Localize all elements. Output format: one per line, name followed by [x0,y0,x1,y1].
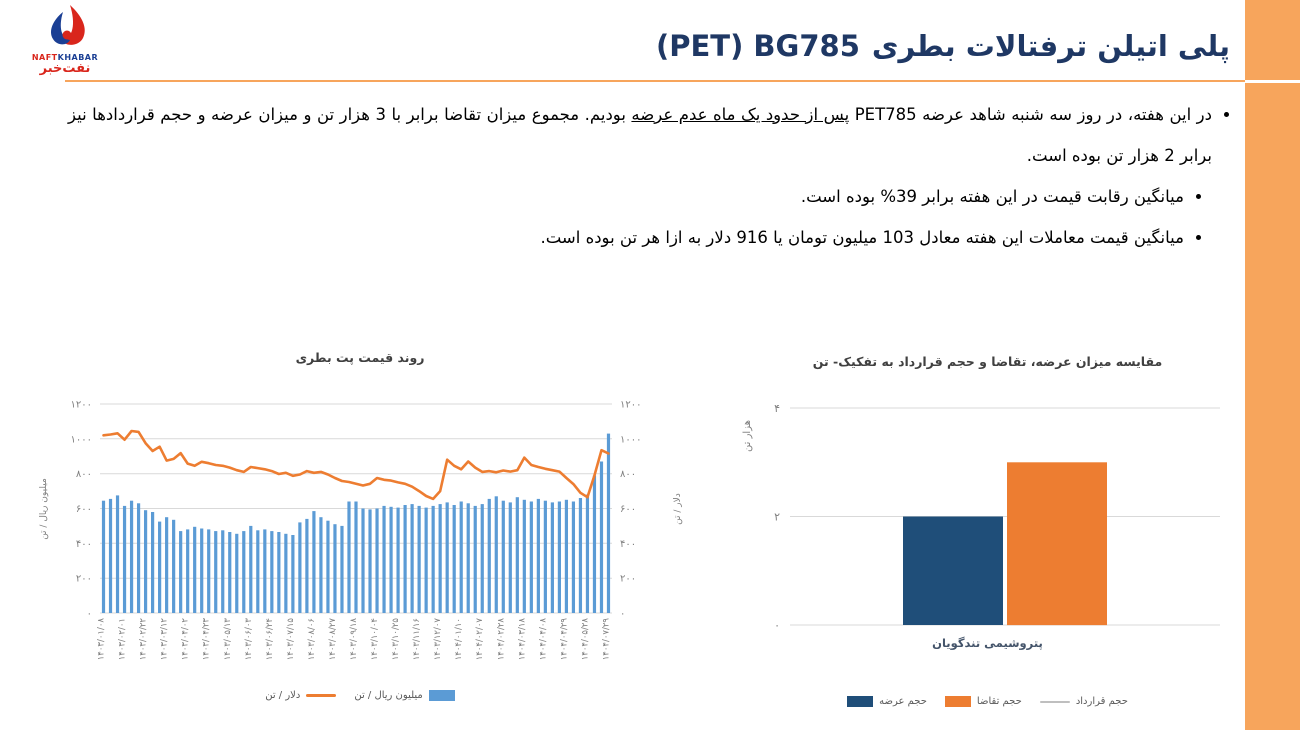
svg-text:۴: ۴ [774,402,780,415]
supply-bar-swatch [847,696,873,707]
svg-text:۱۴۰۳/۰۴/۲۳: ۱۴۰۳/۰۴/۲۳ [201,618,212,661]
svg-text:۱۲۰۰: ۱۲۰۰ [620,399,642,411]
svg-text:۱۴۰۳/۱۲/۰۷: ۱۴۰۳/۱۲/۰۷ [433,618,444,661]
bullet1-underlined-text: پس از حدود یک ماه عدم عرضه [631,105,850,124]
price-trend-chart [30,348,690,726]
demand-bar-swatch [945,696,971,707]
naftkhabar-logo [22,4,108,82]
summary-bullets [68,94,1230,258]
legend-item-dollar [265,690,336,701]
svg-text:۲۰۰: ۲۰۰ [75,573,92,585]
svg-text:۲: ۲ [774,510,780,524]
svg-text:۱۴۰۴/۰۳/۱۸: ۱۴۰۴/۰۳/۱۸ [517,618,528,661]
svg-text:۱۴۰۴/۰۵/۲۸: ۱۴۰۴/۰۵/۲۸ [580,618,591,661]
logo-brand-naft: NAFT [31,53,58,62]
legend-item-rial [354,690,454,701]
svg-text:۸۰۰: ۸۰۰ [75,469,92,481]
svg-text:۱۴۰۴/۰۱/۱۰: ۱۴۰۴/۰۱/۱۰ [454,618,465,661]
svg-text:۱۴۰۳/۰۲/۰۱: ۱۴۰۳/۰۲/۰۱ [117,618,128,661]
logo-brand-khabar: KHABAR [57,53,99,62]
svg-text:۱۴۰۳/۱۱/۱۶: ۱۴۰۳/۱۱/۱۶ [412,618,423,661]
svg-text:۱۴۰۳/۱۰/۲۵: ۱۴۰۳/۱۰/۲۵ [391,618,402,661]
svg-text:۱۴۰۴/۰۲/۰۷: ۱۴۰۴/۰۲/۰۷ [475,618,486,661]
svg-text:۸۰۰: ۸۰۰ [620,469,637,481]
page-title-farsi: پلی اتیلن ترفتالات بطری [871,29,1230,63]
bullet3-text: میانگین قیمت معاملات این هفته معادل 103 میلیون تومان یا 916 دلار به ازا هر تن بوده است. [540,228,1184,247]
svg-text:۱۴۰۴/۰۲/۲۸: ۱۴۰۴/۰۲/۲۸ [496,618,507,661]
price-trend-title: روند قیمت پت بطری [295,350,425,365]
supply-demand-title: مقایسه میزان عرضه، تقاضا و حجم قرارداد به تفکیک- تن [812,354,1163,369]
legend-dollar-label: دلار / تن [265,690,301,701]
bullet1-text-rest: بودیم. مجموع میزان تقاضا برابر با 3 هزار تن و میزان عرضه و حجم قراردادها نیز برابر 2 هزار تن بوده است. [68,105,1212,165]
svg-text:۱۴۰۳/۰۳/۱۲: ۱۴۰۳/۰۳/۱۲ [159,618,170,661]
legend-rial-label: میلیون ریال / تن [354,690,423,701]
legend-item-contract [1040,696,1128,707]
svg-text:۱۰۰۰: ۱۰۰۰ [70,434,92,446]
svg-text:۱۴۰۴/۰۷/۲۹: ۱۴۰۴/۰۷/۲۹ [601,618,612,661]
price-trend-plot [30,372,690,684]
header-divider [65,80,1245,82]
svg-text:۶۰۰: ۶۰۰ [620,504,637,515]
svg-text:۱۴۰۴/۰۴/۲۹: ۱۴۰۴/۰۴/۲۹ [559,618,570,661]
svg-text:میلیون ریال / تن: میلیون ریال / تن [39,478,49,540]
supply-demand-legend [740,696,1235,707]
bullet-avg-price [68,217,1184,258]
svg-text:۱۴۰۳/۰۱/۰۸: ۱۴۰۳/۰۱/۰۸ [96,618,107,661]
supply-demand-chart [740,348,1235,726]
bullet1-text: در این هفته، در روز سه شنبه شاهد عرضه PET785 [849,105,1213,124]
svg-text:۴۰۰: ۴۰۰ [75,538,92,550]
svg-text:۱۴۰۴/۰۴/۰۸: ۱۴۰۴/۰۴/۰۸ [538,618,549,661]
dollar-line-swatch [306,694,336,697]
legend-demand-label: حجم تقاضا [976,696,1022,707]
accent-sidebar-gap [1245,80,1300,83]
svg-text:۰: ۰ [86,608,92,620]
legend-supply-label: حجم عرضه [879,696,927,707]
legend-item-demand [945,696,1022,707]
svg-text:۱۴۰۳/۰۷/۱۵: ۱۴۰۳/۰۷/۱۵ [285,618,296,661]
svg-text:دلار / تن: دلار / تن [673,493,683,525]
svg-text:هزار تن: هزار تن [742,420,753,452]
svg-text:۰: ۰ [620,608,626,620]
svg-text:۱۴۰۳/۱۰/۰۴: ۱۴۰۳/۱۰/۰۴ [370,618,380,661]
svg-text:۱۴۰۳/۰۲/۲۲: ۱۴۰۳/۰۲/۲۲ [138,618,149,661]
svg-text:۱۴۰۳/۰۸/۰۶: ۱۴۰۳/۰۸/۰۶ [306,618,317,661]
bullet-competition [68,176,1184,217]
svg-text:۲۰۰: ۲۰۰ [620,573,637,585]
category-label: پتروشیمی تندگویان [932,636,1043,650]
bullet2-text: میانگین رقابت قیمت در این هفته برابر 39% بوده است. [800,187,1184,206]
svg-text:۱۴۰۳/۰۴/۰۲: ۱۴۰۳/۰۴/۰۲ [180,618,191,661]
svg-text:۱۴۰۳/۰۸/۲۷: ۱۴۰۳/۰۸/۲۷ [328,618,338,661]
bullet-supply-summary [68,94,1212,176]
legend-contract-label: حجم قرارداد [1075,696,1128,707]
price-trend-legend [30,690,690,701]
svg-text:۰: ۰ [774,619,780,632]
svg-text:۶۰۰: ۶۰۰ [75,504,92,515]
contract-line-swatch [1040,701,1070,703]
svg-text:۱۴۰۳/۰۶/۲۴: ۱۴۰۳/۰۶/۲۴ [264,618,275,661]
page-title-grade: (PET) BG785 [655,29,860,63]
svg-text:۱۴۰۳/۰۹/۱۸: ۱۴۰۳/۰۹/۱۸ [349,618,359,661]
legend-item-supply [847,696,927,707]
logo-brand-farsi: نفت‌خبر [39,61,91,76]
svg-text:۴۰۰: ۴۰۰ [620,538,637,550]
rial-bar-swatch [429,690,455,701]
accent-sidebar [1245,0,1300,730]
svg-text:۱۴۰۳/۰۶/۰۳: ۱۴۰۳/۰۶/۰۳ [243,618,254,661]
svg-text:۱۴۰۳/۰۵/۱۳: ۱۴۰۳/۰۵/۱۳ [222,618,233,661]
flame-icon [36,4,94,50]
page-title [120,18,1230,74]
supply-demand-plot [740,376,1235,632]
svg-text:۱۰۰۰: ۱۰۰۰ [620,434,642,446]
svg-text:۱۲۰۰: ۱۲۰۰ [70,399,92,411]
